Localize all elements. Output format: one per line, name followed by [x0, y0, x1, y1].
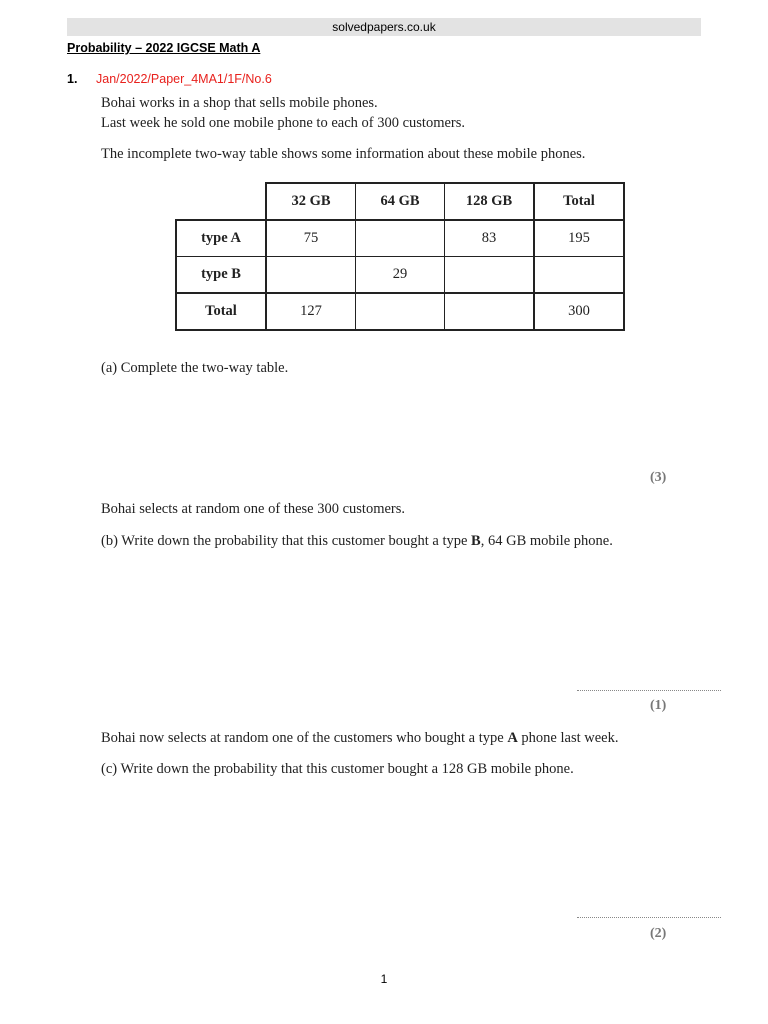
part-b-text-bold: B	[471, 533, 481, 549]
cell-total-64gb	[356, 293, 445, 330]
header-32gb: 32 GB	[266, 183, 356, 220]
table-corner-cell	[176, 183, 266, 220]
cell-type-a-64gb	[356, 220, 445, 257]
cell-type-a-total: 195	[534, 220, 624, 257]
table-intro: The incomplete two-way table shows some information about these mobile phones.	[101, 146, 586, 162]
cell-type-b-32gb	[266, 257, 356, 294]
cell-total-32gb: 127	[266, 293, 356, 330]
document-title: Probability – 2022 IGCSE Math A	[67, 41, 261, 55]
cell-type-b-128gb	[445, 257, 535, 294]
part-b-answer-line[interactable]	[577, 690, 721, 691]
part-b-text-post: , 64 GB mobile phone.	[480, 533, 613, 549]
cell-type-a-32gb: 75	[266, 220, 356, 257]
site-banner: solvedpapers.co.uk	[67, 18, 701, 36]
row-label-total: Total	[176, 293, 266, 330]
table-row	[176, 220, 624, 257]
question-reference: Jan/2022/Paper_4MA1/1F/No.6	[96, 72, 272, 86]
part-c-marks: (2)	[650, 926, 667, 941]
intro-line-2: Last week he sold one mobile phone to each of 300 customers.	[101, 115, 466, 131]
table-row	[176, 257, 624, 294]
cell-type-a-128gb: 83	[445, 220, 535, 257]
row-label-type-b: type B	[176, 257, 266, 294]
intro-line-1: Bohai works in a shop that sells mobile phones.	[101, 95, 378, 111]
header-64gb: 64 GB	[356, 183, 445, 220]
part-a-marks: (3)	[650, 470, 667, 485]
table-header-row	[176, 183, 624, 220]
part-c-stem-post: phone last week.	[517, 730, 619, 746]
cell-type-b-total	[534, 257, 624, 294]
part-c-stem-bold: A	[507, 730, 518, 746]
cell-type-b-64gb: 29	[356, 257, 445, 294]
question-number: 1.	[67, 72, 78, 86]
two-way-table	[175, 182, 625, 331]
part-b-marks: (1)	[650, 698, 667, 713]
page-number: 1	[380, 972, 388, 986]
part-c-stem	[101, 730, 618, 747]
part-a-text: (a) Complete the two-way table.	[101, 360, 289, 376]
cell-total-128gb	[445, 293, 535, 330]
header-128gb: 128 GB	[445, 183, 535, 220]
table-row	[176, 293, 624, 330]
header-total: Total	[534, 183, 624, 220]
part-b-stem: Bohai selects at random one of these 300 customers.	[101, 501, 406, 517]
part-c-answer-line[interactable]	[577, 917, 721, 918]
part-b-text-pre: (b) Write down the probability that this customer bought a type	[101, 533, 472, 549]
part-c-stem-pre: Bohai now selects at random one of the customers who bought a type	[101, 730, 508, 746]
part-b-text	[101, 533, 613, 550]
cell-total-total: 300	[534, 293, 624, 330]
row-label-type-a: type A	[176, 220, 266, 257]
part-c-text: (c) Write down the probability that this customer bought a 128 GB mobile phone.	[101, 761, 574, 777]
